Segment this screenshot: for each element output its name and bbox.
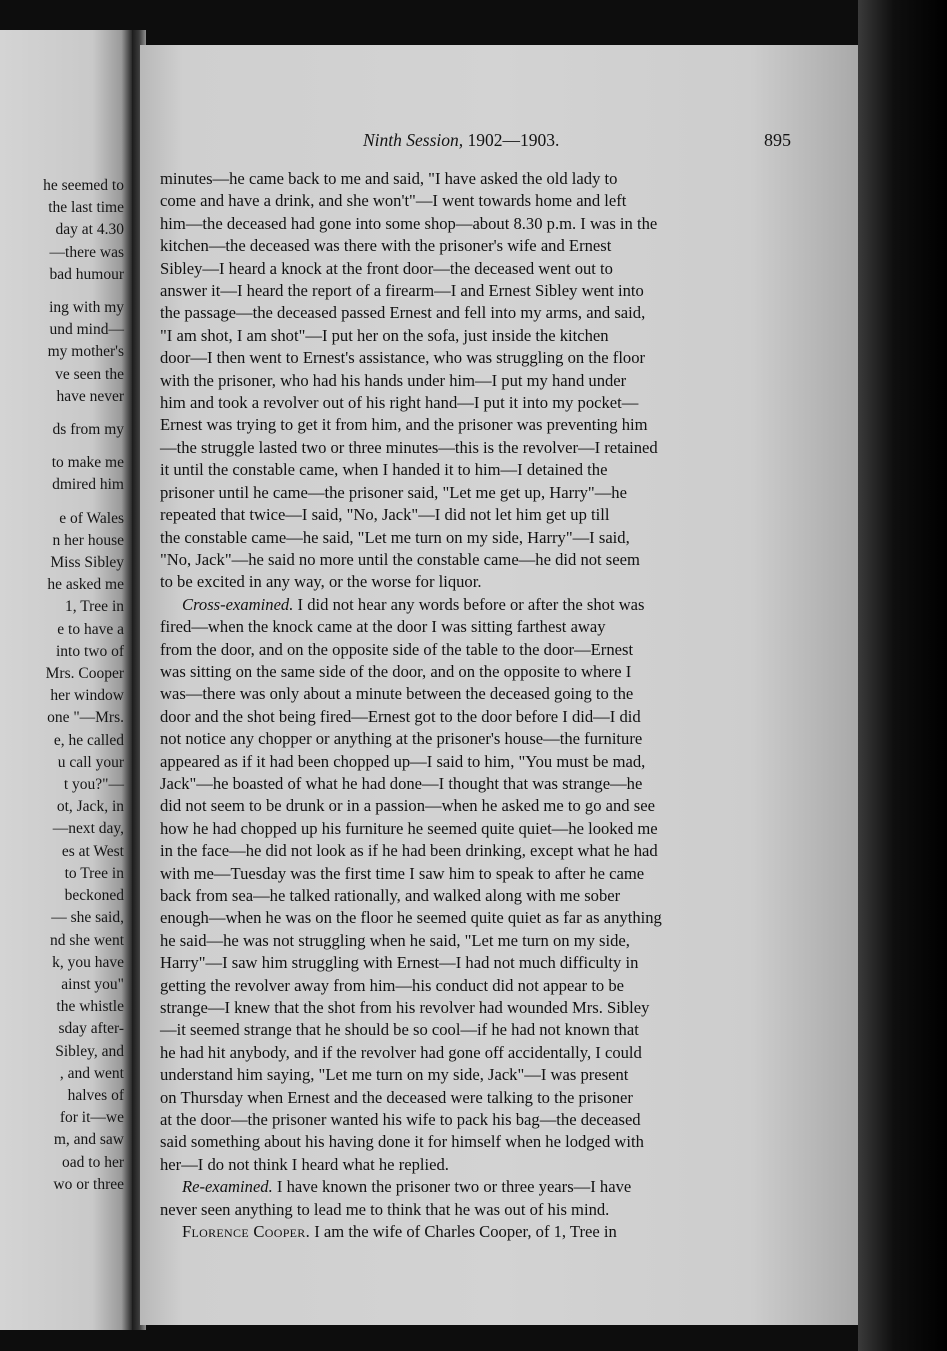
left-page-line: have never bbox=[56, 387, 124, 405]
text-line: prisoner until he came—the prisoner said, "Let me get up, Harry"—he bbox=[160, 482, 627, 502]
left-page-line: —there was bbox=[49, 243, 124, 261]
text-line: "No, Jack"—he said no more until the constable came—he did not seem bbox=[160, 549, 640, 569]
cross-examined-label: Cross-examined. bbox=[182, 594, 294, 614]
text-line: he said—he was not struggling when he said, "Let me turn on my side, bbox=[160, 930, 630, 950]
left-page-line: e, he called bbox=[53, 731, 124, 749]
text-line: never seen anything to lead me to think that he was out of his mind. bbox=[160, 1199, 610, 1219]
text-line: said something about his having done it for himself when he lodged with bbox=[160, 1132, 644, 1152]
left-page-line: sday after- bbox=[58, 1020, 124, 1038]
text-line: getting the revolver away from him—his conduct did not appear to be bbox=[160, 975, 625, 995]
left-page-line: beckoned bbox=[64, 887, 124, 905]
left-page-line: k, you have bbox=[52, 953, 124, 971]
text-line: —the struggle lasted two or three minutes—this is the revolver—I retained bbox=[160, 437, 658, 457]
left-page-line: Sibley, and bbox=[55, 1042, 124, 1060]
text-line: door—I then went to Ernest's assistance, who was struggling on the floor bbox=[160, 348, 646, 368]
text-line: to be excited in any way, or the worse for liquor. bbox=[160, 572, 482, 592]
left-page-line: es at West bbox=[61, 842, 124, 860]
text-line: him—the deceased had gone into some shop—about 8.30 p.m. I was in the bbox=[160, 213, 658, 233]
running-head-years: 1902—1903. bbox=[463, 130, 560, 150]
text-line: not notice any chopper or anything at the prisoner's house—the furniture bbox=[160, 729, 643, 749]
left-page-fragment bbox=[0, 30, 132, 1330]
left-page-line: —next day, bbox=[52, 820, 124, 838]
left-page-line: nd she went bbox=[49, 931, 124, 949]
left-page-text bbox=[43, 175, 124, 1196]
left-page-line: t you?"— bbox=[63, 776, 124, 794]
left-page-line: und mind— bbox=[49, 321, 124, 339]
text-line: Jack"—he boasted of what he had done—I thought that was strange—he bbox=[160, 773, 643, 793]
left-page-line: bad humour bbox=[49, 265, 124, 283]
left-page-line: — she said, bbox=[51, 909, 124, 927]
left-page-line: , and went bbox=[59, 1064, 124, 1082]
text-line: come and have a drink, and she won't"—I went towards home and left bbox=[160, 191, 627, 211]
testimony-paragraph bbox=[160, 168, 790, 594]
text-line: —it seemed strange that he should be so cool—if he had not known that bbox=[160, 1020, 639, 1040]
text-line: did not seem to be drunk or in a passion—when he asked me to go and see bbox=[160, 796, 655, 816]
left-page-line: n her house bbox=[52, 531, 124, 549]
left-page-line: to Tree in bbox=[64, 864, 124, 882]
text-line: enough—when he was on the floor he seemed quite quiet as far as anything bbox=[160, 908, 662, 928]
witness-text: I am the wife of Charles Cooper, of 1, Tree in bbox=[310, 1222, 617, 1242]
text-line: fired—when the knock came at the door I was sitting farthest away bbox=[160, 617, 606, 637]
left-page-line: ve seen the bbox=[55, 365, 124, 383]
left-page-line: oad to her bbox=[62, 1153, 124, 1171]
left-page-line: u call your bbox=[57, 753, 124, 771]
left-page-line: ainst you" bbox=[61, 975, 124, 993]
text-line: with me—Tuesday was the first time I saw him to speak to after he came bbox=[160, 863, 645, 883]
text-line: the constable came—he said, "Let me turn on my side, Harry"—I said, bbox=[160, 527, 630, 547]
page-header bbox=[345, 130, 805, 156]
text-line: at the door—the prisoner wanted his wife to pack his bag—the deceased bbox=[160, 1110, 641, 1130]
re-first-line: Re-examined. I have known the prisoner two or three years—I have bbox=[182, 1177, 632, 1197]
text-line: kitchen—the deceased was there with the prisoner's wife and Ernest bbox=[160, 236, 612, 256]
left-page-line: he seemed to bbox=[43, 177, 124, 194]
left-page-line bbox=[43, 408, 124, 419]
text-line: it until the constable came, when I handed it to him—I detained the bbox=[160, 460, 608, 480]
running-head-session: Ninth Session, bbox=[363, 130, 464, 150]
re-examination-paragraph bbox=[160, 1176, 790, 1221]
text-line: from the door, and on the opposite side of the table to the door—Ernest bbox=[160, 639, 634, 659]
left-page-line: m, and saw bbox=[53, 1131, 124, 1149]
text-line: him and took a revolver out of his right hand—I put it into my pocket— bbox=[160, 393, 639, 413]
left-page-line: to make me bbox=[51, 454, 124, 472]
left-page-line: the last time bbox=[48, 199, 124, 217]
left-page-line: halves of bbox=[67, 1086, 124, 1104]
left-page-line: one "—Mrs. bbox=[47, 709, 124, 727]
left-page-line bbox=[43, 286, 124, 297]
left-page-line: wo or three bbox=[53, 1175, 124, 1193]
text-line: answer it—I heard the report of a firearm—I and Ernest Sibley went into bbox=[160, 281, 644, 301]
re-examined-label: Re-examined. bbox=[182, 1177, 273, 1197]
cross-first-line: Cross-examined. I did not hear any words before or after the shot was bbox=[182, 594, 645, 614]
left-page-line: Mrs. Cooper bbox=[45, 665, 124, 683]
text-line: in the face—he did not look as if he had been drinking, except what he had bbox=[160, 841, 658, 861]
page-number: 895 bbox=[764, 130, 791, 150]
text-line: appeared as if it had been chopped up—I said to him, "You must be mad, bbox=[160, 751, 646, 771]
text-line: was—there was only about a minute between the deceased going to the bbox=[160, 684, 634, 704]
left-page-line: ot, Jack, in bbox=[56, 798, 124, 816]
left-page-line bbox=[43, 441, 124, 452]
text-line: Ernest was trying to get it from him, and the prisoner was preventing him bbox=[160, 415, 648, 435]
left-page-line: my mother's bbox=[47, 343, 124, 361]
left-page-line: e of Wales bbox=[59, 509, 124, 527]
text-line: Sibley—I heard a knock at the front door—the deceased went out to bbox=[160, 258, 613, 278]
text-line: repeated that twice—I said, "No, Jack"—I did not let him get up till bbox=[160, 505, 610, 525]
text-line: Harry"—I saw him struggling with Ernest—I had not much difficulty in bbox=[160, 953, 639, 973]
text-line: her—I do not think I heard what he replied. bbox=[160, 1154, 449, 1174]
running-head bbox=[363, 130, 559, 151]
left-page-line: into two of bbox=[55, 642, 124, 660]
left-page-line: ing with my bbox=[49, 299, 124, 317]
cross-examination-paragraph bbox=[160, 594, 790, 1177]
left-page-line: Miss Sibley bbox=[50, 554, 124, 572]
left-page-line: 1, Tree in bbox=[65, 598, 124, 616]
text-line: was sitting on the same side of the door, and on the opposite to where I bbox=[160, 661, 632, 681]
text-line: with the prisoner, who had his hands under him—I put my hand under bbox=[160, 370, 627, 390]
page-body bbox=[160, 168, 790, 1244]
text-line: strange—I knew that the shot from his revolver had wounded Mrs. Sibley bbox=[160, 998, 650, 1018]
left-page-line: he asked me bbox=[47, 576, 124, 594]
right-scan-edge bbox=[858, 0, 947, 1351]
left-page-line: the whistle bbox=[56, 998, 124, 1016]
text-line: understand him saying, "Let me turn on my side, Jack"—I was present bbox=[160, 1065, 629, 1085]
left-page-line: dmired him bbox=[52, 476, 124, 494]
text-line: minutes—he came back to me and said, "I have asked the old lady to bbox=[160, 169, 618, 188]
left-page-line: day at 4.30 bbox=[55, 221, 124, 239]
text-line: the passage—the deceased passed Ernest and fell into my arms, and said, bbox=[160, 303, 646, 323]
left-page-line: ds from my bbox=[52, 421, 124, 439]
left-page-line: e to have a bbox=[57, 620, 124, 638]
left-page-line bbox=[43, 497, 124, 508]
witness-name: Florence Cooper. bbox=[182, 1222, 311, 1242]
text-line: door and the shot being fired—Ernest got to the door before I did—I did bbox=[160, 706, 641, 726]
text-line: on Thursday when Ernest and the deceased were talking to the prisoner bbox=[160, 1087, 633, 1107]
left-page-line: her window bbox=[50, 687, 124, 705]
text-line: he had hit anybody, and if the revolver had gone off accidentally, I could bbox=[160, 1042, 642, 1062]
text-line: how he had chopped up his furniture he seemed quite quiet—he looked me bbox=[160, 818, 658, 838]
text-line: "I am shot, I am shot"—I put her on the sofa, just inside the kitchen bbox=[160, 325, 609, 345]
left-page-line: for it—we bbox=[59, 1109, 124, 1127]
text-line: back from sea—he talked rationally, and walked along with me sober bbox=[160, 886, 621, 905]
witness-paragraph bbox=[160, 1221, 790, 1243]
